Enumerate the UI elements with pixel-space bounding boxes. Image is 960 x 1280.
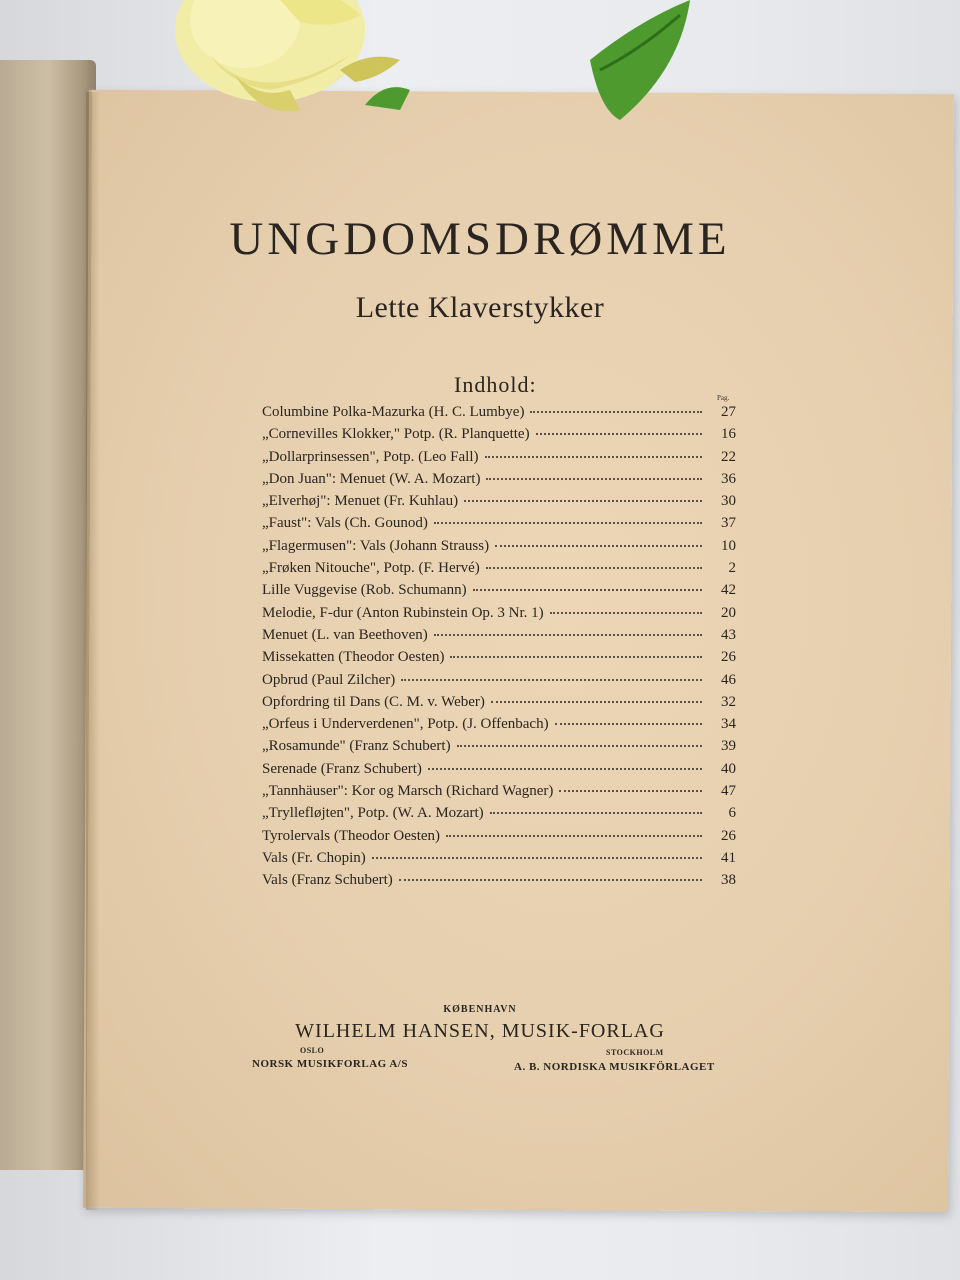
toc-leader-dots <box>446 833 702 837</box>
toc-entry-page: 46 <box>721 671 736 688</box>
page-column-label: Pag. <box>717 394 730 402</box>
imprint-city-main: KØBENHAVN <box>443 1004 517 1015</box>
imprint-publisher-main: WILHELM HANSEN, MUSIK-FORLAG <box>295 1020 665 1042</box>
toc-leader-dots <box>457 743 702 747</box>
toc-entry-title: „Tannhäuser": Kor og Marsch (Richard Wagner) <box>262 783 554 800</box>
imprint-city-left: OSLO <box>300 1046 325 1055</box>
toc-entry-page: 41 <box>721 849 736 866</box>
toc-leader-dots <box>559 788 702 792</box>
toc-entry-page: 26 <box>721 827 736 844</box>
toc-entry <box>262 605 736 627</box>
toc-entry <box>262 404 736 426</box>
toc-entry-title: Tyrolervals (Theodor Oesten) <box>262 827 441 844</box>
toc-leader-dots <box>536 431 702 435</box>
toc-entry <box>262 672 736 694</box>
toc-entry-page: 16 <box>721 426 736 443</box>
toc-entry-title: Serenade (Franz Schubert) <box>262 760 422 777</box>
toc-entry <box>262 471 736 493</box>
toc-leader-dots <box>491 699 702 703</box>
toc-entry-page: 39 <box>721 738 736 755</box>
toc-entry-page: 36 <box>721 470 736 487</box>
toc-entry <box>262 716 736 738</box>
toc-entry-page: 2 <box>728 560 736 577</box>
toc-entry-title: „Flagermusen": Vals (Johann Strauss) <box>262 537 490 554</box>
toc-entry-page: 6 <box>728 805 736 822</box>
toc-entry <box>262 560 736 582</box>
toc-entry <box>262 850 736 872</box>
table-of-contents <box>262 404 736 895</box>
toc-leader-dots <box>486 565 702 569</box>
toc-entry-title: „Don Juan": Menuet (W. A. Mozart) <box>262 470 481 487</box>
imprint-city-right: STOCKHOLM <box>606 1048 664 1057</box>
toc-entry <box>262 538 736 560</box>
toc-entry-page: 30 <box>721 493 736 510</box>
toc-entry-title: „Elverhøj": Menuet (Fr. Kuhlau) <box>262 493 459 510</box>
toc-entry <box>262 828 736 850</box>
toc-leader-dots <box>486 476 702 480</box>
toc-entry-title: „Frøken Nitouche", Potp. (F. Hervé) <box>262 560 480 577</box>
toc-leader-dots <box>372 855 702 859</box>
toc-leader-dots <box>530 409 702 413</box>
toc-entry <box>262 738 736 760</box>
toc-entry-page: 38 <box>721 872 736 889</box>
toc-entry-title: „Dollarprinsessen", Potp. (Leo Fall) <box>262 448 479 465</box>
toc-leader-dots <box>495 543 702 547</box>
toc-leader-dots <box>473 587 702 591</box>
toc-leader-dots <box>428 766 702 770</box>
toc-entry-page: 26 <box>721 649 736 666</box>
toc-entry-page: 43 <box>721 626 736 643</box>
toc-leader-dots <box>555 721 702 725</box>
toc-entry-title: Missekatten (Theodor Oesten) <box>262 649 445 666</box>
toc-entry-page: 20 <box>721 604 736 621</box>
toc-entry-title: „Tryllefløjten", Potp. (W. A. Mozart) <box>262 805 484 822</box>
toc-leader-dots <box>434 632 702 636</box>
toc-leader-dots <box>485 454 703 458</box>
toc-entry-page: 42 <box>721 582 736 599</box>
toc-entry-title: „Faust": Vals (Ch. Gounod) <box>262 515 428 532</box>
toc-entry <box>262 761 736 783</box>
toc-entry-page: 47 <box>721 783 736 800</box>
toc-entry-title: „Orfeus i Underverdenen", Potp. (J. Offenbach) <box>262 716 549 733</box>
toc-entry-title: „Cornevilles Klokker," Potp. (R. Planquette) <box>262 426 530 443</box>
toc-entry <box>262 805 736 827</box>
toc-entry <box>262 649 736 671</box>
toc-entry-page: 32 <box>721 693 736 710</box>
toc-leader-dots <box>464 498 702 502</box>
toc-entry <box>262 515 736 537</box>
document-subtitle: Lette Klaverstykker <box>355 291 605 324</box>
toc-entry-page: 27 <box>721 404 736 420</box>
toc-leader-dots <box>450 654 702 658</box>
toc-entry-title: Lille Vuggevise (Rob. Schumann) <box>262 582 467 599</box>
toc-entry-title: „Rosamunde" (Franz Schubert) <box>262 738 451 755</box>
toc-entry-page: 34 <box>721 716 736 733</box>
toc-entry-page: 37 <box>721 515 736 532</box>
toc-leader-dots <box>550 610 702 614</box>
toc-entry <box>262 694 736 716</box>
toc-entry <box>262 627 736 649</box>
toc-entry-title: Columbine Polka-Mazurka (H. C. Lumbye) <box>262 404 525 420</box>
toc-entry-title: Vals (Fr. Chopin) <box>262 849 366 866</box>
document-title: UNGDOMSDRØMME <box>229 213 731 265</box>
toc-entry <box>262 426 736 448</box>
toc-entry <box>262 872 736 894</box>
toc-entry-title: Melodie, F-dur (Anton Rubinstein Op. 3 Nr. 1) <box>262 604 544 621</box>
imprint-publisher-right: A. B. NORDISKA MUSIKFÖRLAGET <box>514 1061 715 1073</box>
toc-entry <box>262 783 736 805</box>
toc-entry-title: Opbrud (Paul Zilcher) <box>262 671 396 688</box>
toc-entry-title: Menuet (L. van Beethoven) <box>262 626 428 643</box>
toc-entry-title: Vals (Franz Schubert) <box>262 872 393 889</box>
yellow-rose-decoration-icon <box>150 0 710 160</box>
toc-leader-dots <box>490 810 702 814</box>
toc-entry <box>262 582 736 604</box>
toc-entry-page: 10 <box>721 537 736 554</box>
toc-heading: Indhold: <box>454 372 537 397</box>
toc-entry-page: 40 <box>721 760 736 777</box>
toc-leader-dots <box>434 520 702 524</box>
toc-leader-dots <box>399 877 702 881</box>
toc-entry <box>262 449 736 471</box>
toc-entry <box>262 493 736 515</box>
toc-entry-title: Opfordring til Dans (C. M. v. Weber) <box>262 693 485 710</box>
toc-leader-dots <box>401 677 702 681</box>
toc-entry-page: 22 <box>721 448 736 465</box>
imprint-publisher-left: NORSK MUSIKFORLAG A/S <box>252 1058 408 1070</box>
